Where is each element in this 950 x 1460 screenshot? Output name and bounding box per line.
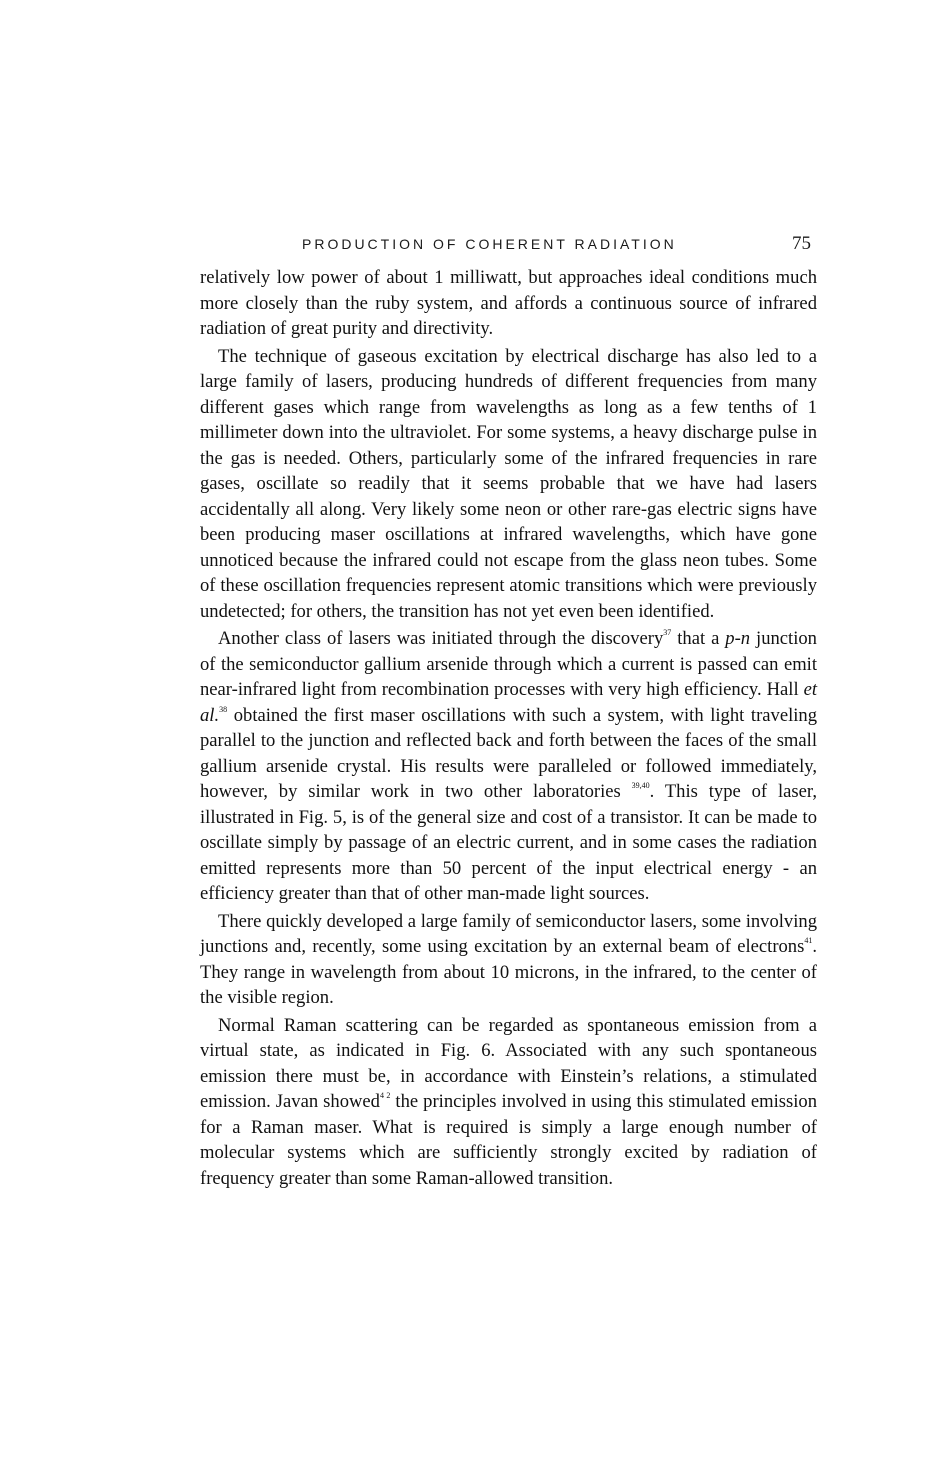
paragraph-3-text-e: . This type of laser, illustrated in Fig. 5, is of the general size and cost of a transistor. It can be made to oscillate simply by passage of an electric current, and in some cases the radiation emitted represents more than 50 percent of the input electrical energy - an efficiency greater than that of other man-made light sources.	[200, 781, 817, 904]
paragraph-3-text-d: obtained the first maser oscillations with such a system, with light traveling parallel to the junction and reflected back and forth between the faces of the small gallium arsenide crystal. His results were paralleled or followed immediately, however, by similar work in two other laboratories	[200, 704, 817, 802]
paragraph-4-text-a: There quickly developed a large family of semiconductor lasers, some involving junctions and, recently, some using excitation by an external beam of electrons	[200, 910, 817, 957]
paragraph-3-text-a: Another class of lasers was initiated through the discovery	[218, 628, 664, 649]
paragraph-3	[200, 626, 817, 907]
reference-37: 37	[663, 628, 672, 637]
paragraph-4-text-b: . They range in wavelength from about 10 microns, in the infrared, to the center of the visible region.	[200, 936, 817, 1008]
reference-39-40: 39,40	[631, 781, 650, 790]
reference-38: 38	[219, 704, 228, 714]
paragraph-5-text-b: the principles involved in using this stimulated emission for a Raman maser. What is required is simply a large enough number of molecular systems which are sufficiently strongly excited by radiation of frequency greater than some Raman-allowed transition.	[200, 1091, 817, 1189]
pn-junction-italic: p-n	[725, 628, 751, 649]
running-head-title: PRODUCTION OF COHERENT RADIATION	[302, 236, 677, 252]
paragraph-2: The technique of gaseous excitation by electrical discharge has also led to a large family of lasers, producing hundreds of different frequencies from many different gases which range from wavelengths as long as a few tenths of 1 millimeter down into the ultraviolet. For some systems, a heavy discharge pulse in the gas is needed. Others, particularly some of the infrared frequencies in rare gases, oscillate so readily that it seems probable that we have had lasers accidentally all along. Very likely some neon or other rare-gas electric signs have been producing maser oscillations at infrared wavelengths, which have gone unnoticed because the infrared could not escape from the glass neon tubes. Some of these oscillation frequencies represent atomic transitions which were previously undetected; for others, the transition has not yet even been identified.	[200, 345, 817, 622]
paragraph-1: relatively low power of about 1 milliwatt, but approaches ideal conditions much more closely than the ruby system, and affords a continuous source of infrared radiation of great purity and directivity.	[200, 267, 817, 339]
body-text	[200, 265, 817, 1191]
page-number: 75	[792, 233, 811, 254]
reference-41: 41	[804, 936, 813, 945]
paragraph-3-text-c: junction of the semiconductor gallium arsenide through which a current is passed can emit near-infrared light from recombination processes with very high efficiency. Hall	[200, 628, 817, 700]
running-head	[200, 233, 817, 257]
paragraph-3-text-b: that a	[671, 628, 726, 649]
paragraph-5-text-a: Normal Raman scattering can be regarded as spontaneous emission from a virtual state, as indicated in Fig. 6. Associated with any such spontaneous emission there must be, in accordance with Einstein’s relations, a stimulated emission. Javan showed	[200, 1014, 817, 1112]
paragraph-5	[200, 1013, 817, 1192]
reference-42: 4 2	[379, 1091, 391, 1100]
paragraph-4	[200, 909, 817, 1011]
et-al-italic: et al.	[200, 679, 817, 726]
